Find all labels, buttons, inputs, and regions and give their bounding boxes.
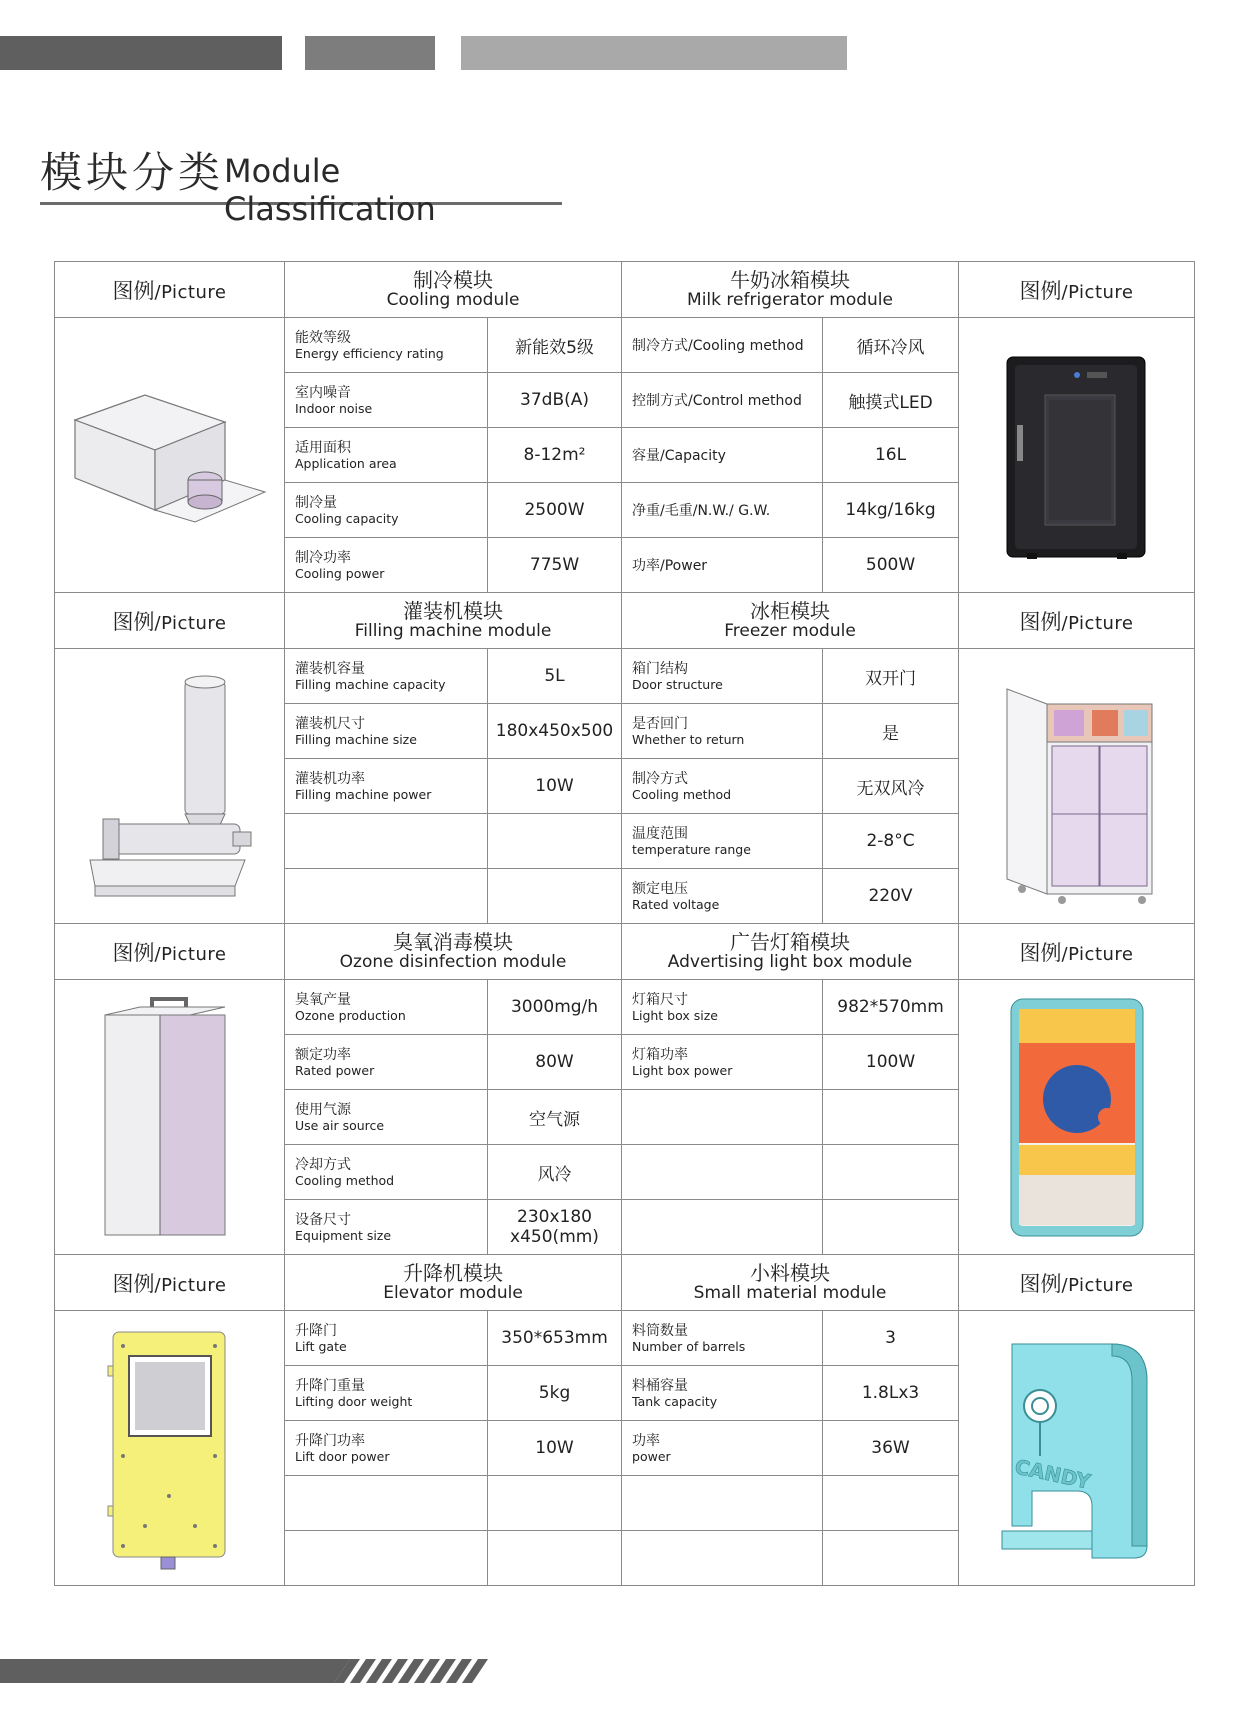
picture-header-cn: 图例: [112, 278, 155, 303]
spec-label: [622, 1366, 823, 1421]
spec-value: 16L: [823, 428, 959, 483]
spec-label-cn: 制冷量: [295, 494, 337, 511]
section-header-row: [55, 1255, 1195, 1311]
spec-label-text: 净重/毛重/N.W./ G.W.: [632, 503, 771, 519]
spec-label: [622, 759, 823, 814]
spec-value: 是: [823, 704, 959, 759]
spec-label: [285, 704, 488, 759]
spec-label-cn: 功率: [632, 1432, 661, 1449]
spec-label-en: Cooling method: [295, 1172, 395, 1188]
spec-value: 空气源: [488, 1090, 622, 1145]
spec-label: [622, 1311, 823, 1366]
picture-header-cn: 图例: [1019, 278, 1062, 303]
spec-value: 3000mg/h: [488, 980, 622, 1035]
spec-label-en: Indoor noise: [295, 400, 373, 416]
module-header-right: [622, 262, 959, 318]
module-header-left: [285, 262, 622, 318]
spec-label: [622, 649, 823, 704]
spec-label: [622, 1035, 823, 1090]
module-header-left: [285, 1255, 622, 1311]
spec-value: 36W: [823, 1421, 959, 1476]
spec-label-en: Equipment size: [295, 1227, 392, 1243]
spec-label: [285, 980, 488, 1035]
spec-label: [622, 428, 823, 483]
spec-label-cn: 使用气源: [295, 1101, 351, 1118]
spec-value: 5kg: [488, 1366, 622, 1421]
spec-label: [285, 759, 488, 814]
module-title-cn: 小料模块: [750, 1261, 831, 1285]
spec-value: 触摸式LED: [823, 373, 959, 428]
picture-header-cn: 图例: [1019, 1271, 1062, 1296]
spec-label: [285, 814, 488, 869]
spec-label-en: Application area: [295, 455, 397, 471]
spec-label-en: Door structure: [632, 676, 723, 692]
picture-header-left: [55, 1255, 285, 1311]
spec-label-cn: 冷却方式: [295, 1156, 351, 1173]
spec-row: [55, 980, 1195, 1035]
bottom-bar-graphic: [0, 1659, 500, 1683]
spec-value: [823, 1145, 959, 1200]
spec-label: [285, 1035, 488, 1090]
module-title-cn: 臭氧消毒模块: [393, 930, 513, 954]
spec-label-cn: 灯箱尺寸: [632, 991, 689, 1008]
spec-value: 14kg/16kg: [823, 483, 959, 538]
module-header-right: [622, 593, 959, 649]
spec-label: [622, 980, 823, 1035]
spec-label-en: Cooling capacity: [295, 510, 399, 526]
section-header-row: [55, 924, 1195, 980]
spec-label: [285, 1476, 488, 1531]
module-header-left: [285, 593, 622, 649]
spec-label-en: Cooling power: [295, 565, 385, 581]
picture-header-right: [959, 593, 1195, 649]
spec-label: [622, 538, 823, 593]
page-title-cn: 模块分类: [40, 148, 225, 197]
spec-value: 无双风冷: [823, 759, 959, 814]
spec-label-cn: 灌装机容量: [295, 660, 365, 677]
spec-value: 230x180 x450(mm): [488, 1200, 622, 1255]
picture-header-en: /Picture: [154, 943, 227, 965]
spec-label-en: Lifting door weight: [295, 1393, 413, 1409]
spec-value: [488, 1476, 622, 1531]
spec-value: 37dB(A): [488, 373, 622, 428]
spec-label-text: 容量/Capacity: [632, 448, 726, 464]
spec-label-cn: 升降门: [295, 1322, 337, 1339]
spec-label-en: Filling machine power: [295, 786, 432, 802]
module-title-cn: 牛奶冰箱模块: [730, 268, 851, 292]
spec-label-cn: 额定电压: [632, 880, 689, 897]
spec-label-en: Tank capacity: [632, 1393, 718, 1409]
spec-label-en: Energy efficiency rating: [295, 345, 444, 361]
top-bar-light: [461, 36, 847, 70]
picture-header-en: /Picture: [154, 612, 227, 634]
spec-label: [285, 649, 488, 704]
module-header-right: [622, 924, 959, 980]
spec-label: [285, 373, 488, 428]
spec-row: [55, 318, 1195, 373]
spec-value: 10W: [488, 759, 622, 814]
spec-row: [55, 649, 1195, 704]
spec-value: [823, 1090, 959, 1145]
spec-label: [622, 704, 823, 759]
picture-header-cn: 图例: [112, 1271, 155, 1296]
spec-label-en: Rated power: [295, 1062, 375, 1078]
spec-value: 循环冷风: [823, 318, 959, 373]
spec-label: [622, 1531, 823, 1586]
page-title-en: Module Classification: [224, 152, 436, 228]
spec-label-en: Light box size: [632, 1007, 718, 1023]
spec-value: 1.8Lx3: [823, 1366, 959, 1421]
spec-label-text: 控制方式/Control method: [632, 393, 802, 409]
spec-value: [488, 869, 622, 924]
module-title-en: Advertising light box module: [667, 952, 913, 972]
spec-label-cn: 升降门重量: [295, 1377, 365, 1394]
picture-header-en: /Picture: [154, 1274, 227, 1296]
module-header-left: [285, 924, 622, 980]
picture-header-cn: 图例: [112, 940, 155, 965]
spec-value: 2-8°C: [823, 814, 959, 869]
picture-header-left: [55, 593, 285, 649]
picture-header-en: /Picture: [1061, 1274, 1134, 1296]
spec-label-en: Filling machine capacity: [295, 676, 446, 692]
spec-label: [622, 1090, 823, 1145]
spec-label: [622, 318, 823, 373]
spec-value: 2500W: [488, 483, 622, 538]
spec-label: [285, 1090, 488, 1145]
spec-label-cn: 臭氧产量: [295, 991, 351, 1008]
spec-label: [285, 869, 488, 924]
spec-label: [622, 483, 823, 538]
freezer-image: [959, 649, 1195, 924]
spec-label-en: Lift door power: [295, 1448, 390, 1464]
spec-label-en: power: [632, 1448, 671, 1464]
filling-machine-image: [55, 649, 285, 924]
picture-header-left: [55, 262, 285, 318]
module-title-cn: 冰柜模块: [750, 599, 831, 623]
section-header-row: [55, 593, 1195, 649]
module-title-cn: 灌装机模块: [403, 599, 503, 623]
spec-value: [488, 1531, 622, 1586]
spec-value: 8-12m²: [488, 428, 622, 483]
spec-label-cn: 料桶容量: [632, 1377, 689, 1394]
picture-header-right: [959, 1255, 1195, 1311]
picture-header-right: [959, 924, 1195, 980]
spec-label: [622, 1200, 823, 1255]
svg-text:CANDY: CANDY: [1012, 1453, 1093, 1494]
spec-label: [285, 1531, 488, 1586]
spec-value: 982*570mm: [823, 980, 959, 1035]
picture-header-cn: 图例: [1019, 609, 1062, 634]
spec-label-cn: 是否回门: [632, 715, 689, 732]
spec-label-text: 制冷方式/Cooling method: [632, 338, 804, 354]
spec-value: 10W: [488, 1421, 622, 1476]
spec-value: 220V: [823, 869, 959, 924]
spec-value: 180x450x500: [488, 704, 622, 759]
light-box-image: [959, 980, 1195, 1255]
spec-label-cn: 灯箱功率: [632, 1046, 689, 1063]
spec-label-cn: 制冷功率: [295, 549, 351, 566]
picture-header-cn: 图例: [1019, 940, 1062, 965]
spec-value: 5L: [488, 649, 622, 704]
top-bar-mid: [305, 36, 435, 70]
elevator-panel-image: [55, 1311, 285, 1586]
spec-label-en: Filling machine size: [295, 731, 417, 747]
module-title-en: Elevator module: [383, 1283, 523, 1303]
spec-value: 100W: [823, 1035, 959, 1090]
picture-header-cn: 图例: [112, 609, 155, 634]
spec-label: [622, 1145, 823, 1200]
page-title: [40, 128, 562, 228]
spec-label: [285, 538, 488, 593]
spec-label-en: Ozone production: [295, 1007, 406, 1023]
spec-label: [285, 318, 488, 373]
small-material-dispenser-image: [959, 1311, 1195, 1586]
picture-header-en: /Picture: [1061, 943, 1134, 965]
spec-label-en: Whether to return: [632, 731, 745, 747]
spec-label-en: Rated voltage: [632, 896, 720, 912]
spec-label-cn: 箱门结构: [632, 660, 689, 677]
spec-value: [823, 1531, 959, 1586]
spec-label-cn: 制冷方式: [632, 770, 689, 787]
spec-label: [285, 1421, 488, 1476]
picture-header-en: /Picture: [1061, 612, 1134, 634]
spec-label-text: 功率/Power: [632, 558, 708, 574]
spec-label-cn: 料筒数量: [632, 1322, 689, 1339]
picture-header-en: /Picture: [154, 281, 227, 303]
spec-label: [285, 1200, 488, 1255]
spec-label-en: Light box power: [632, 1062, 733, 1078]
module-header-right: [622, 1255, 959, 1311]
module-title-en: Freezer module: [724, 621, 856, 641]
module-title-en: Small material module: [693, 1283, 887, 1303]
spec-label-cn: 适用面积: [295, 439, 351, 456]
module-title-cn: 制冷模块: [413, 268, 493, 292]
spec-label-cn: 能效等级: [295, 329, 351, 346]
spec-label-en: Cooling method: [632, 786, 732, 802]
picture-header-en: /Picture: [1061, 281, 1134, 303]
cooling-unit-image: [55, 318, 285, 593]
spec-value: 775W: [488, 538, 622, 593]
spec-label-en: Use air source: [295, 1117, 385, 1133]
spec-label-cn: 设备尺寸: [295, 1211, 351, 1228]
ozone-unit-image: [55, 980, 285, 1255]
spec-value: [823, 1476, 959, 1531]
section-header-row: [55, 262, 1195, 318]
spec-label-cn: 灌装机功率: [295, 770, 365, 787]
spec-label: [622, 869, 823, 924]
spec-label-en: temperature range: [632, 841, 751, 857]
spec-label: [622, 373, 823, 428]
module-title-en: Cooling module: [386, 290, 520, 310]
picture-header-left: [55, 924, 285, 980]
bottom-bar: [0, 1659, 500, 1683]
spec-value: 500W: [823, 538, 959, 593]
module-title-cn: 广告灯箱模块: [730, 930, 851, 954]
spec-label: [622, 1476, 823, 1531]
spec-value: [823, 1200, 959, 1255]
module-title-en: Ozone disinfection module: [339, 952, 567, 972]
spec-row: [55, 1311, 1195, 1366]
module-spec-table: [54, 261, 1195, 1586]
spec-value: 风冷: [488, 1145, 622, 1200]
spec-value: [488, 814, 622, 869]
spec-label-cn: 室内噪音: [295, 384, 351, 401]
module-title-en: Milk refrigerator module: [687, 290, 893, 310]
spec-value: 3: [823, 1311, 959, 1366]
module-title-en: Filling machine module: [354, 621, 552, 641]
spec-label-cn: 温度范围: [632, 825, 689, 842]
spec-label: [285, 428, 488, 483]
spec-label: [285, 1366, 488, 1421]
module-title-cn: 升降机模块: [403, 1261, 503, 1285]
spec-value: 80W: [488, 1035, 622, 1090]
spec-label-en: Number of barrels: [632, 1338, 746, 1354]
spec-label: [285, 483, 488, 538]
spec-label-cn: 升降门功率: [295, 1432, 365, 1449]
spec-label: [285, 1311, 488, 1366]
spec-label-cn: 灌装机尺寸: [295, 715, 365, 732]
spec-value: 新能效5级: [488, 318, 622, 373]
spec-label-cn: 额定功率: [295, 1046, 351, 1063]
spec-label: [622, 814, 823, 869]
spec-value: 双开门: [823, 649, 959, 704]
spec-label: [285, 1145, 488, 1200]
spec-label: [622, 1421, 823, 1476]
spec-label-en: Lift gate: [295, 1338, 347, 1354]
spec-value: 350*653mm: [488, 1311, 622, 1366]
milk-fridge-image: [959, 318, 1195, 593]
picture-header-right: [959, 262, 1195, 318]
top-bar-dark: [0, 36, 282, 70]
